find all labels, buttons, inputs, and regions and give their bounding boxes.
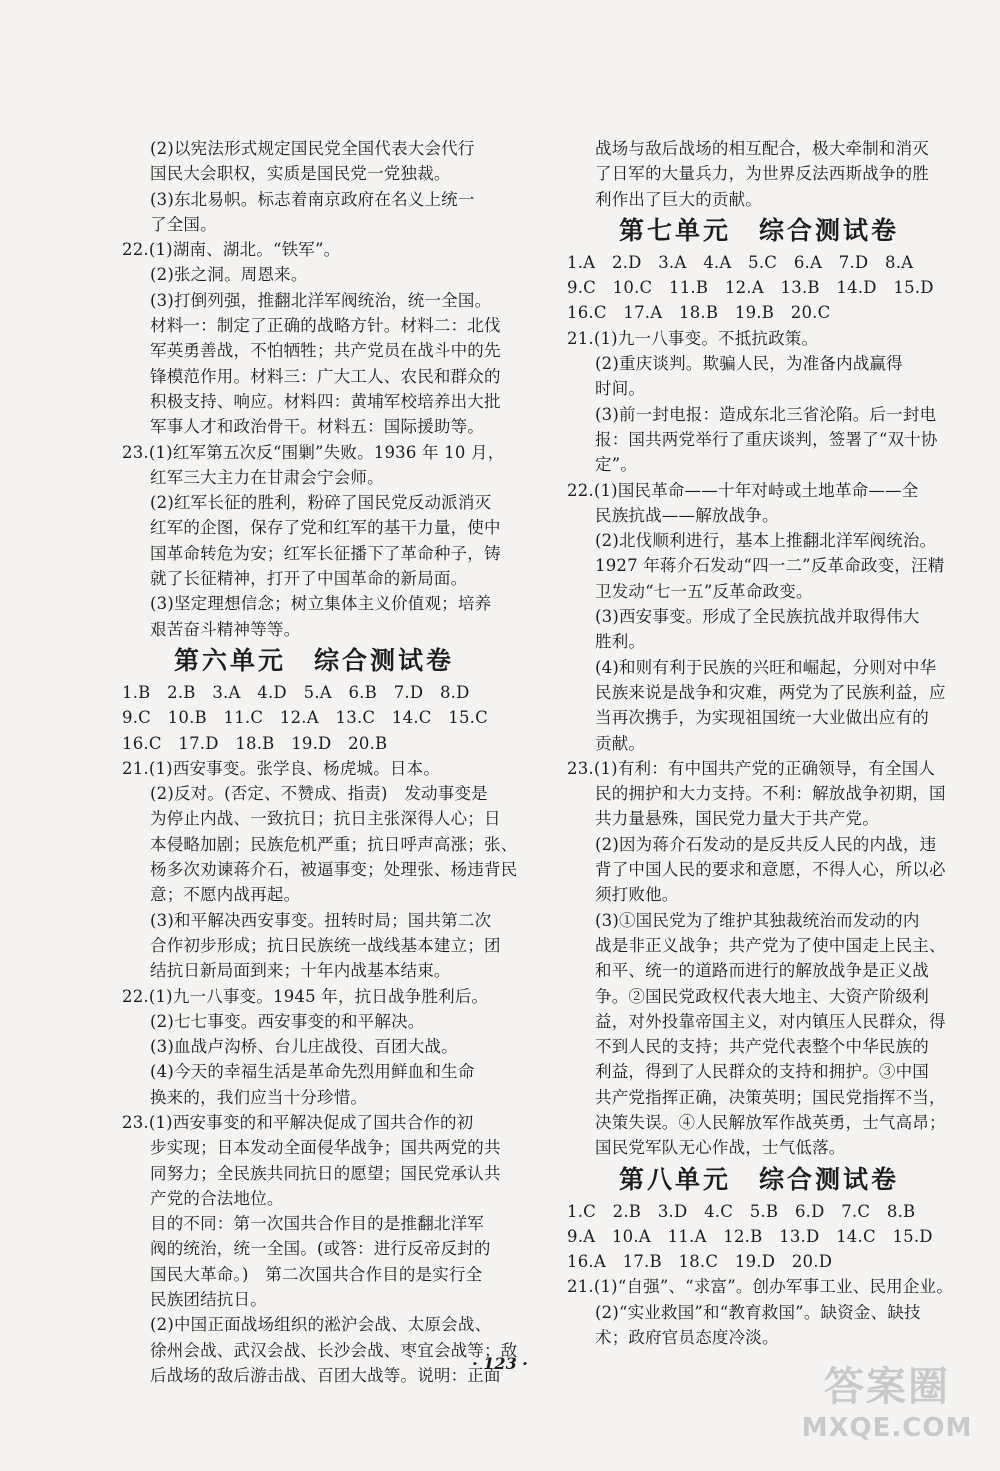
answer-line: 国民大革命。) 第二次国共合作目的是实行全 <box>150 1264 483 1284</box>
answer-line: 共力量悬殊，国民党力量大于共产党。 <box>595 809 879 829</box>
answer-line: 艰苦奋斗精神等等。 <box>150 619 301 639</box>
answer-line: 结抗日新局面到来；十年内战基本结束。 <box>150 961 451 981</box>
watermark-top: 答案圈 <box>824 1364 950 1410</box>
answer-line: 民族抗战——解放战争。 <box>595 505 779 525</box>
answer-line: (2)中国正面战场组织的淞沪会战、太原会战、 <box>150 1315 492 1335</box>
answer-line: 21.(1)西安事变。张学良、杨虎城。日本。 <box>122 758 441 778</box>
answer-line: 争。②国民党政权代表大地主、大资产阶级利 <box>595 986 929 1006</box>
answer-line: 报：国共两党举行了重庆谈判，签署了“双十协 <box>595 429 938 449</box>
answer-line: 1.A 2.D 3.A 4.A 5.C 6.A 7.D 8.A <box>567 252 914 272</box>
answer-line: 杨多次劝谏蒋介石，被逼事变；处理张、杨违背民 <box>150 860 518 880</box>
answer-line: 22.(1)湖南、湖北。“铁军”。 <box>122 240 341 260</box>
answer-line: (3)坚定理想信念；树立集体主义价值观；培养 <box>150 594 492 614</box>
answer-line: (3)前一封电报：造成东北三省沦陷。后一封电 <box>595 404 937 424</box>
page-number: · 123 · <box>472 1354 528 1373</box>
answer-line: (2)红军长征的胜利，粉碎了国民党反动派消灭 <box>150 493 492 513</box>
answer-line: (3)西安事变。形成了全民族抗战并取得伟大 <box>595 607 920 627</box>
answer-line: 积极支持、响应。材料四：黄埔军校培养出大批 <box>150 391 501 411</box>
answer-line: 目的不同：第一次国共合作目的是推翻北洋军 <box>150 1214 484 1234</box>
answer-line: 1.C 2.B 3.D 4.C 5.B 6.D 7.C 8.B <box>567 1201 916 1221</box>
answer-line: 意；不愿内战再起。 <box>150 885 301 905</box>
answer-line: 9.C 10.C 11.B 12.A 13.B 14.D 15.D <box>567 278 934 298</box>
answer-line: (2)以宪法形式规定国民党全国代表大会代行 <box>150 139 475 158</box>
answer-line: 卫发动“七一五”反革命政变。 <box>595 581 813 601</box>
section-heading: 第八单元 综合测试卷 <box>618 1164 899 1194</box>
answer-line: (2)反对。(否定、不赞成、指责) 发动事变是 <box>150 784 488 804</box>
answer-line: (4)今天的幸福生活是革命先烈用鲜血和生命 <box>150 1062 475 1082</box>
answer-line: (3)和平解决西安事变。扭转时局；国共第二次 <box>150 910 492 930</box>
right-column <box>567 136 951 1350</box>
answer-line: 利作出了巨大的贡献。 <box>595 189 762 209</box>
answer-line: (2)重庆谈判。欺骗人民，为准备内战赢得 <box>595 354 903 374</box>
answer-line: 徐州会战、武汉会战、长沙会战、枣宜会战等；敌 <box>150 1340 518 1360</box>
answer-line: 和平、统一的道路而进行的解放战争是正义战 <box>595 961 929 981</box>
answer-line: 步实现；日本发动全面侵华战争；国共两党的共 <box>150 1138 501 1158</box>
answer-line: 23.(1)红军第五次反“围剿”失败。1936 年 10 月， <box>122 442 505 462</box>
answer-line: 战场与敌后战场的相互配合，极大牵制和消灭 <box>595 139 929 158</box>
answer-line: 16.A 17.B 18.C 19.D 20.D <box>567 1252 833 1272</box>
answer-line: 时间。 <box>595 379 646 399</box>
answer-line: 决策失误。④人民解放军作战英勇，士气高昂； <box>595 1112 946 1132</box>
answer-line: 利益，得到了人民群众的支持和拥护。③中国 <box>595 1062 929 1082</box>
answer-line: (3)打倒列强，推翻北洋军阀统治，统一全国。 <box>150 290 492 310</box>
answer-line: (2)“实业救国”和“教育救国”。缺资金、缺技 <box>595 1302 921 1322</box>
answer-line: 背了中国人民的要求和意愿，不得人心，所以必 <box>595 860 946 880</box>
answer-line: 为停止内战、一致抗日；抗日主张深得人心；日 <box>150 809 501 829</box>
answer-line: 材料一：制定了正确的战略方针。材料二：北伐 <box>150 316 501 336</box>
answer-line: 21.(1)九一八事变。不抵抗政策。 <box>567 328 819 348</box>
left-column <box>122 136 518 1388</box>
answer-line: 9.A 10.A 11.A 12.B 13.D 14.C 15.D <box>567 1226 933 1246</box>
answer-line: 共产党指挥正确，决策英明；国民党指挥不当， <box>595 1087 946 1107</box>
answer-line: 阀的统治，统一全国。(或答：进行反帝反封的 <box>150 1239 491 1259</box>
answer-line: 产党的合法地位。 <box>150 1188 284 1208</box>
answer-line: (3)东北易帜。标志着南京政府在名义上统一 <box>150 189 475 209</box>
answer-line: 定”。 <box>595 455 638 475</box>
answer-line: 当再次携手，为实现祖国统一大业做出应有的 <box>595 708 929 728</box>
answer-line: 民族团结抗日。 <box>150 1290 267 1310</box>
answer-line: 军事人才和政治骨干。材料五：国际援助等。 <box>150 417 484 437</box>
answer-line: 锋模范作用。材料三：广大工人、农民和群众的 <box>150 366 501 386</box>
answer-line: 1.B 2.B 3.A 4.D 5.A 6.B 7.D 8.D <box>122 682 470 702</box>
answer-line: 同努力；全民族共同抗日的愿望；国民党承认共 <box>150 1163 501 1183</box>
answer-line: (3)①国民党为了维护其独裁统治而发动的内 <box>595 910 920 930</box>
answer-line: 胜利。 <box>595 632 646 652</box>
answer-line: (3)血战卢沟桥、台儿庄战役、百团大战。 <box>150 1037 458 1057</box>
answer-line: 合作初步形成；抗日民族统一战线基本建立；团 <box>150 935 501 955</box>
answer-line: 就了长征精神，打开了中国革命的新局面。 <box>150 569 468 589</box>
watermark-bottom: MXQE.COM <box>801 1413 973 1443</box>
answer-line: 贡献。 <box>595 733 646 753</box>
answer-line: 国革命转危为安；红军长征播下了革命种子，铸 <box>150 543 501 563</box>
answer-line: 了日军的大量兵力，为世界反法西斯战争的胜 <box>595 164 929 184</box>
answer-line: 22.(1)国民革命——十年对峙或土地革命——全 <box>567 480 919 500</box>
answer-line: 战是非正义战争；共产党为了使中国走上民主、 <box>595 935 946 955</box>
answer-line: (2)北伐顺利进行，基本上推翻北洋军阀统治。 <box>595 531 937 551</box>
answer-line: 1927 年蒋介石发动“四一二”反革命政变，汪精 <box>595 556 945 576</box>
answer-line: 民族来说是战争和灾难，两党为了民族利益，应 <box>595 682 946 702</box>
section-heading: 第六单元 综合测试卷 <box>173 645 454 675</box>
answer-line: 21.(1)“自强”、“求富”。创办军事工业、民用企业。 <box>567 1277 953 1297</box>
answer-line: 国民大会职权，实质是国民党一党独裁。 <box>150 164 451 184</box>
watermark-logo <box>792 1361 982 1457</box>
answer-line: 民的拥护和大力支持。不利：解放战争初期，国 <box>595 784 946 804</box>
answer-line: (2)七七事变。西安事变的和平解决。 <box>150 1011 425 1031</box>
answer-line: 红军的企图，保存了党和红军的基干力量，使中 <box>150 518 501 538</box>
answer-line: 22.(1)九一八事变。1945 年，抗日战争胜利后。 <box>122 986 489 1006</box>
answer-line: 后战场的敌后游击战、百团大战等。说明：正面 <box>150 1365 501 1385</box>
answer-line: 16.C 17.A 18.B 19.B 20.C <box>567 303 831 323</box>
answer-line: 16.C 17.D 18.B 19.D 20.B <box>122 733 388 753</box>
answer-line: 须打败他。 <box>595 885 679 905</box>
answer-line: 不到人民的支持；共产党代表整个中华民族的 <box>595 1037 929 1057</box>
answer-line: 23.(1)有利：有中国共产党的正确领导，有全国人 <box>567 758 936 778</box>
section-heading: 第七单元 综合测试卷 <box>618 215 899 245</box>
answer-line: (2)因为蒋介石发动的是反共反人民的内战，违 <box>595 834 937 854</box>
answer-line: 益，对外投靠帝国主义，对内镇压人民群众，得 <box>595 1011 946 1031</box>
answer-line: 红军三大主力在甘肃会宁会师。 <box>150 467 384 487</box>
answer-line: 了全国。 <box>150 214 217 234</box>
answer-line: 国民党军队无心作战，士气低落。 <box>595 1138 846 1158</box>
answer-line: (4)和则有利于民族的兴旺和崛起，分则对中华 <box>595 657 937 677</box>
answer-line: 本侵略加剧；民族危机严重；抗日呼声高涨；张、 <box>150 834 518 854</box>
answer-line: 军英勇善战，不怕牺牲；共产党员在战斗中的先 <box>150 341 501 361</box>
answer-line: (2)张之洞。周恩来。 <box>150 265 308 285</box>
answer-line: 23.(1)西安事变的和平解决促成了国共合作的初 <box>122 1112 474 1132</box>
answer-line: 9.C 10.B 11.C 12.A 13.C 14.C 15.C <box>122 708 488 728</box>
answer-line: 换来的，我们应当十分珍惜。 <box>150 1087 368 1107</box>
answer-line: 术；政府官员态度冷淡。 <box>595 1328 779 1348</box>
